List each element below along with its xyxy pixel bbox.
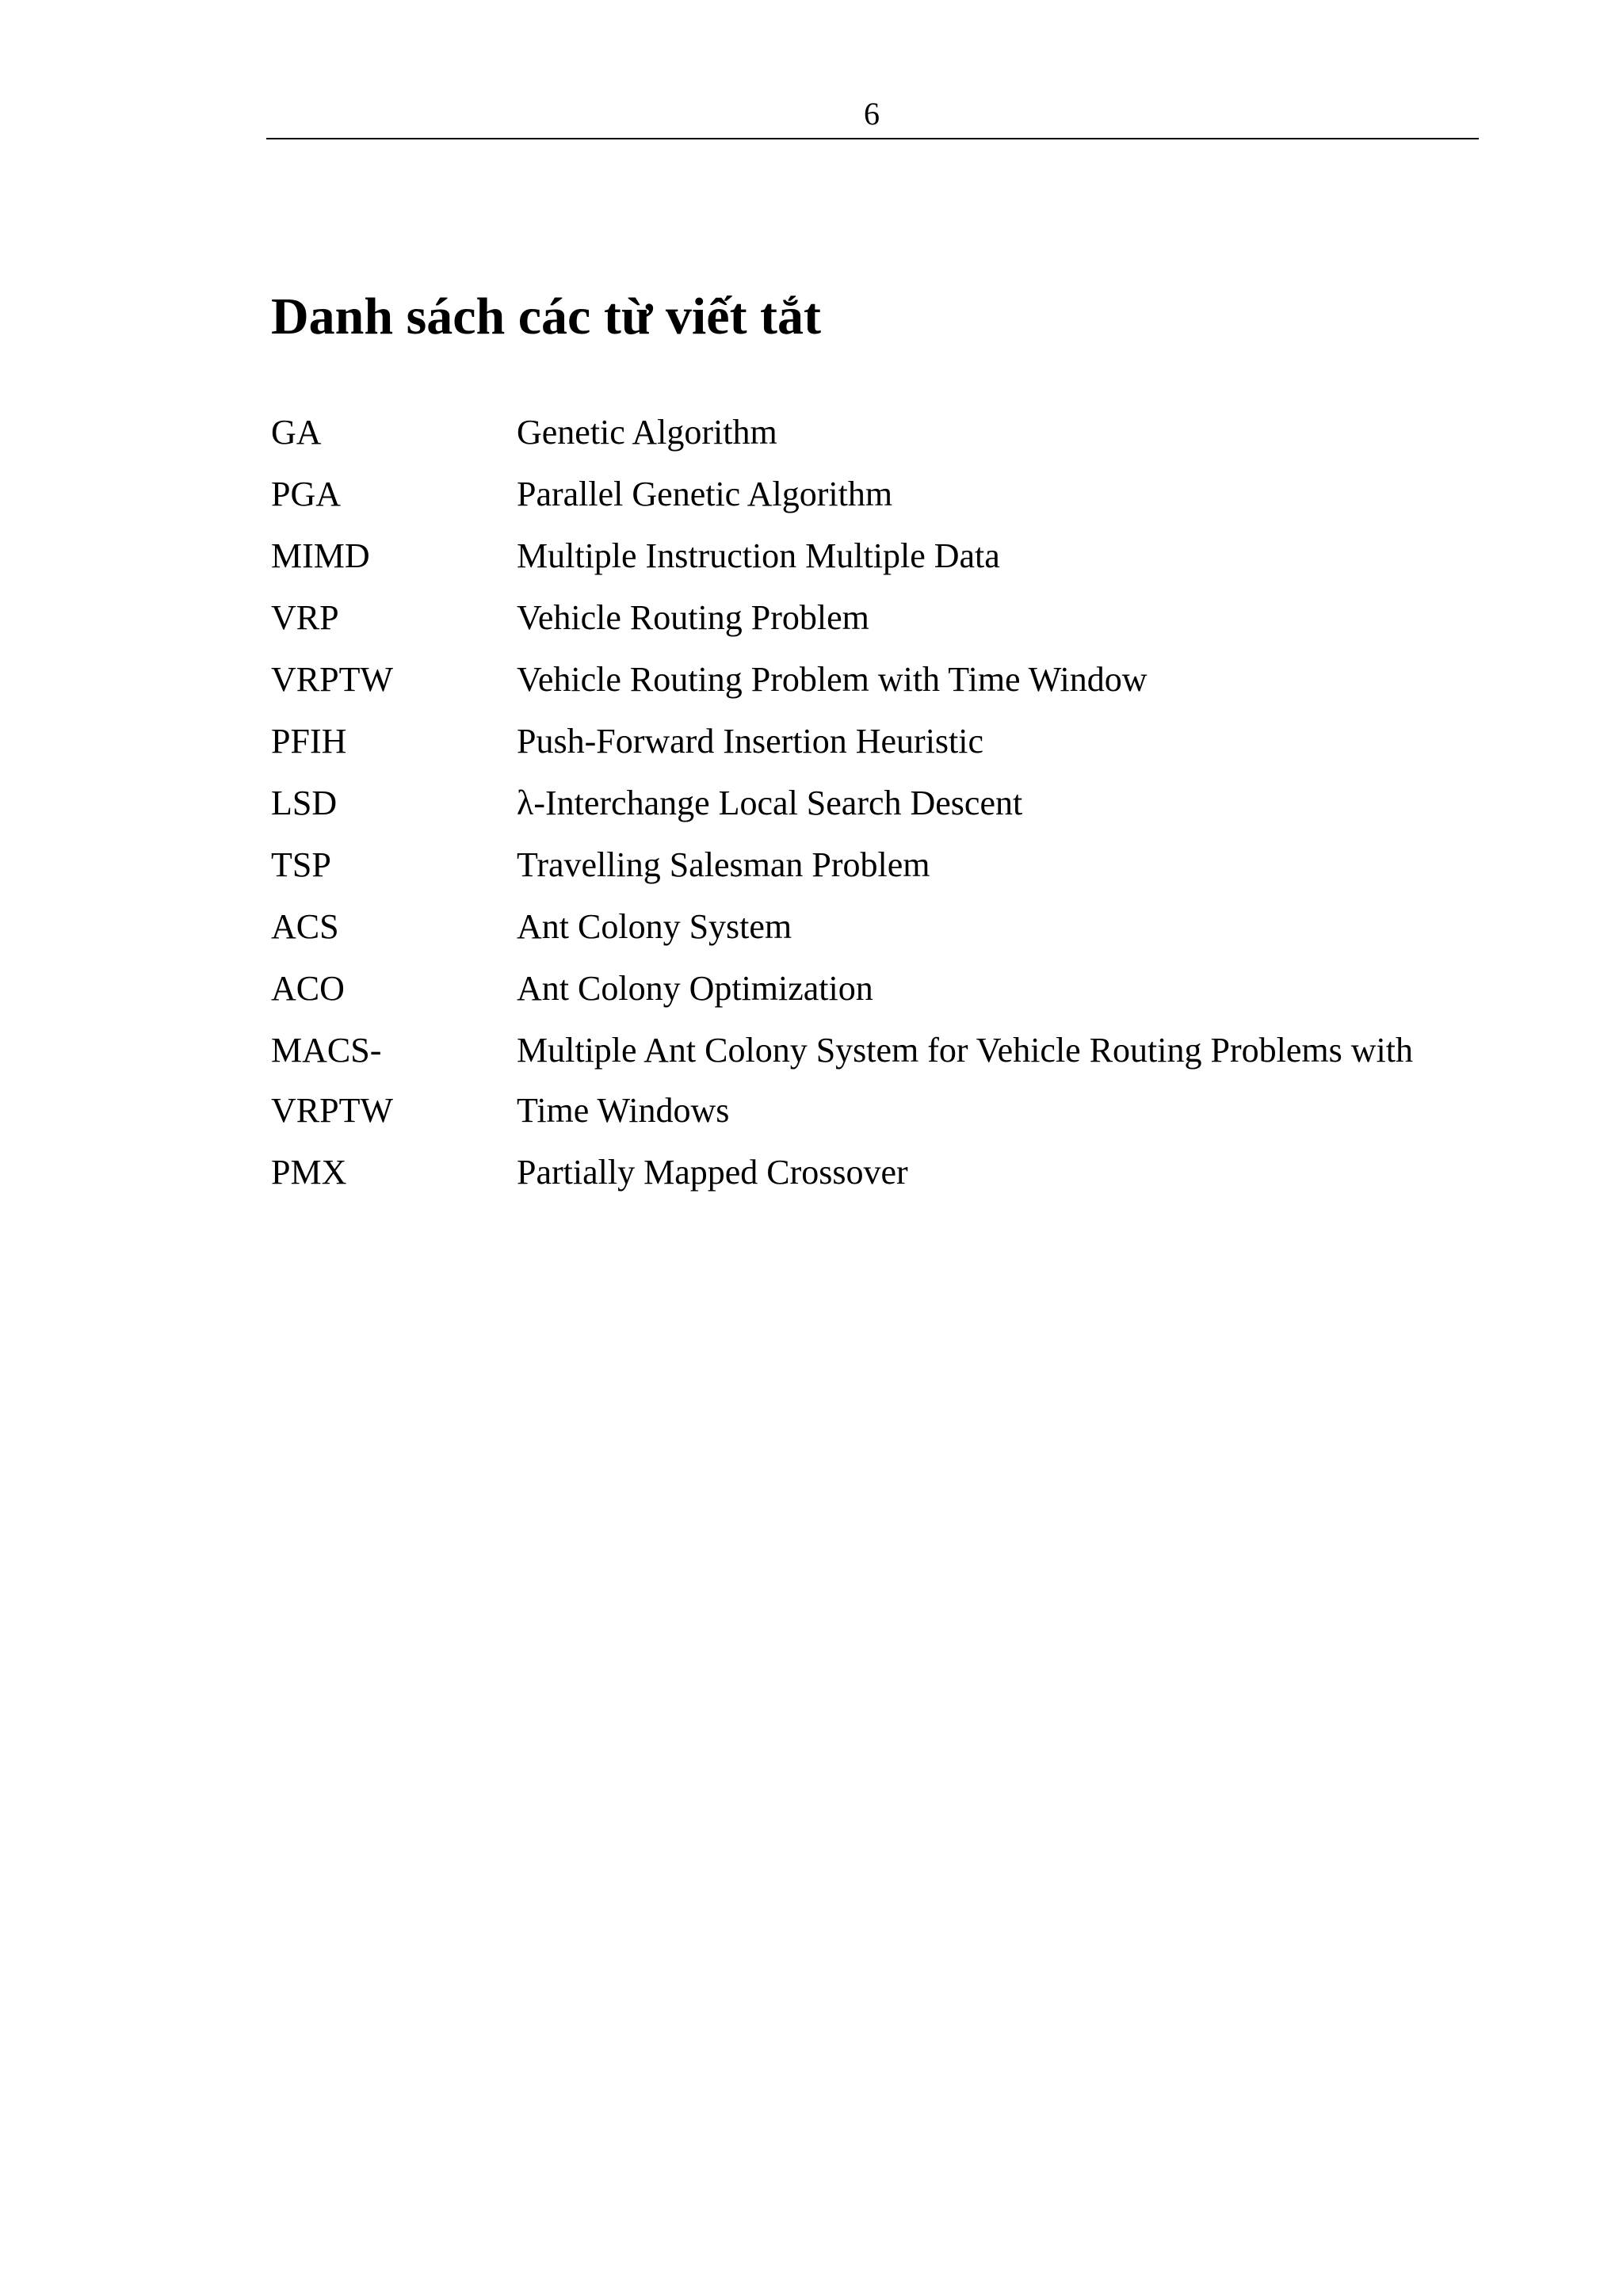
abbreviation-row (271, 1090, 1523, 1131)
header-rule (266, 138, 1479, 139)
abbreviation-row (271, 412, 1523, 453)
page-number: 6 (864, 96, 880, 132)
abbreviation-meaning: λ-Interchange Local Search Descent (517, 784, 1023, 822)
abbreviation-term: VRPTW (271, 660, 393, 699)
abbreviation-meaning: Multiple Instruction Multiple Data (517, 536, 1000, 575)
abbreviation-meaning: Travelling Salesman Problem (517, 845, 930, 884)
page-title: Danh sách các từ viết tắt (271, 288, 821, 345)
abbreviation-term: MIMD (271, 536, 370, 575)
abbreviation-meaning: Ant Colony Optimization (517, 969, 873, 1008)
abbreviation-term: MACS- (271, 1031, 382, 1070)
abbreviation-meaning: Ant Colony System (517, 907, 792, 946)
abbreviation-meaning: Push-Forward Insertion Heuristic (517, 722, 984, 761)
abbreviation-term: PGA (271, 475, 342, 513)
abbreviation-meaning: Parallel Genetic Algorithm (517, 475, 893, 513)
abbreviation-meaning: Vehicle Routing Problem with Time Window (517, 660, 1148, 699)
abbreviation-term: PFIH (271, 722, 347, 761)
abbreviation-term: GA (271, 413, 322, 452)
abbreviation-row (271, 721, 1523, 762)
abbreviation-row (271, 906, 1523, 948)
abbreviation-meaning: Multiple Ant Colony System for Vehicle Routing Problems with (517, 1031, 1413, 1070)
abbreviation-term: PMX (271, 1153, 347, 1192)
abbreviation-row (271, 597, 1523, 639)
abbreviation-meaning: Time Windows (517, 1091, 730, 1130)
abbreviation-term: VRPTW (271, 1091, 393, 1130)
abbreviation-row (271, 1030, 1523, 1071)
abbreviation-row (271, 659, 1523, 700)
abbreviation-term: TSP (271, 845, 331, 884)
abbreviation-row (271, 1152, 1523, 1193)
abbreviation-list (271, 412, 1523, 1214)
abbreviation-row (271, 845, 1523, 886)
abbreviation-term: ACS (271, 907, 339, 946)
abbreviation-term: ACO (271, 969, 345, 1008)
abbreviation-meaning: Genetic Algorithm (517, 413, 777, 452)
abbreviation-row (271, 536, 1523, 577)
abbreviation-term: LSD (271, 784, 338, 822)
abbreviation-row (271, 474, 1523, 515)
abbreviation-meaning: Vehicle Routing Problem (517, 598, 869, 637)
abbreviation-meaning: Partially Mapped Crossover (517, 1153, 908, 1192)
abbreviation-term: VRP (271, 598, 339, 637)
abbreviation-row (271, 968, 1523, 1009)
abbreviation-row (271, 783, 1523, 824)
